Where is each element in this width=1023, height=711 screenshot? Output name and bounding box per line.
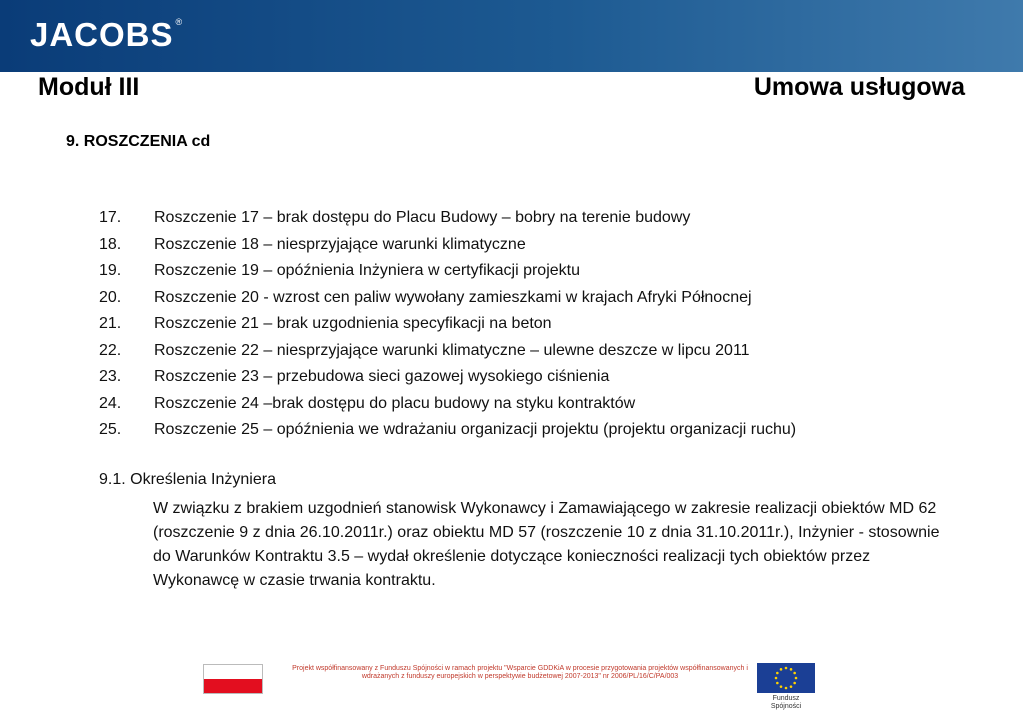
eu-star-icon	[775, 677, 778, 680]
list-item	[99, 313, 979, 340]
claim-text: Roszczenie 19 – opóźnienia Inżyniera w certyfikacji projektu	[154, 262, 580, 279]
claim-number: 17.	[99, 209, 122, 226]
claim-number: 21.	[99, 315, 122, 332]
eu-star-icon	[790, 668, 793, 671]
eu-cohesion-fund-logo	[756, 663, 816, 711]
module-title: Moduł III	[38, 73, 140, 101]
poland-flag-icon	[203, 664, 263, 694]
list-item	[99, 234, 979, 261]
list-item	[99, 340, 979, 367]
list-item	[99, 393, 979, 420]
footer	[0, 655, 1023, 708]
module-subtitle: Umowa usługowa	[753, 73, 965, 101]
eu-star-icon	[793, 672, 796, 675]
eu-star-icon	[776, 682, 779, 685]
eu-star-icon	[793, 682, 796, 685]
list-item	[99, 419, 979, 446]
eu-star-icon	[780, 685, 783, 688]
funding-note: Projekt współfinansowany z Funduszu Spójności w ramach projektu "Wsparcie GDDKiA w procesie przygotowania projektów współfinansowanych i wdrażanych z funduszy europejskich w perspektywie budżetowej 2007-2013" nr 2006/PL/16/C/PA/003	[292, 665, 748, 680]
eu-star-icon	[795, 677, 798, 680]
claim-text: Roszczenie 23 – przebudowa sieci gazowej wysokiego ciśnienia	[154, 368, 610, 385]
claim-number: 19.	[99, 262, 122, 279]
claim-text: Roszczenie 21 – brak uzgodnienia specyfikacji na beton	[154, 315, 552, 332]
claim-text: Roszczenie 20 - wzrost cen paliw wywołany zamieszkami w krajach Afryki Północnej	[154, 288, 752, 306]
logo-text: JACOBS	[30, 16, 174, 53]
eu-caption-line2: Spójności	[770, 703, 802, 710]
header-bar	[0, 0, 1023, 72]
eu-star-icon	[790, 685, 793, 688]
eu-caption	[756, 695, 816, 711]
list-item	[99, 260, 979, 287]
eu-star-icon	[780, 668, 783, 671]
claim-text: Roszczenie 22 – niesprzyjające warunki klimatyczne – ulewne deszcze w lipcu 2011	[154, 341, 750, 359]
jacobs-logo	[30, 18, 183, 51]
eu-caption-line1: Fundusz	[772, 695, 800, 702]
claim-number: 18.	[99, 235, 122, 253]
section-heading: 9. ROSZCZENIA cd	[66, 133, 211, 150]
list-item	[99, 207, 979, 234]
eu-flag-icon	[757, 663, 815, 693]
claim-number: 23.	[99, 368, 122, 385]
claim-text: Roszczenie 25 – opóźnienia we wdrażaniu organizacji projektu (projektu organizacji ruchu)	[154, 421, 797, 438]
list-item	[99, 287, 979, 314]
claim-text: Roszczenie 24 –brak dostępu do placu budowy na styku kontraktów	[154, 394, 636, 412]
claim-number: 25.	[99, 421, 122, 438]
claim-text: Roszczenie 18 – niesprzyjające warunki klimatyczne	[154, 235, 526, 253]
list-item	[99, 366, 979, 393]
subsection-heading: 9.1. Określenia Inżyniera	[99, 471, 276, 488]
eu-star-icon	[776, 672, 779, 675]
claim-number: 24.	[99, 394, 122, 412]
eu-star-icon	[785, 667, 788, 670]
claim-text: Roszczenie 17 – brak dostępu do Placu Budowy – bobry na terenie budowy	[154, 209, 691, 226]
claim-number: 20.	[99, 288, 122, 306]
claims-list	[99, 207, 979, 446]
subsection-paragraph: W związku z brakiem uzgodnień stanowisk Wykonawcy i Zamawiającego w zakresie realizacji obiektów MD 62 (roszczenie 9 z dnia 26.10.2011r.) oraz obiektu MD 57 (roszczenie 10 z dnia 31.10.2011r.), Inżynier - stosownie do Warunków Kontraktu 3.5 – wydał określenie dotyczące konieczności realizacji tych obiektów przez Wykonawcę w czasie trwania kontraktu.	[153, 500, 940, 589]
registered-mark: ®	[175, 17, 184, 27]
eu-star-icon	[785, 687, 788, 690]
claim-number: 22.	[99, 341, 122, 359]
